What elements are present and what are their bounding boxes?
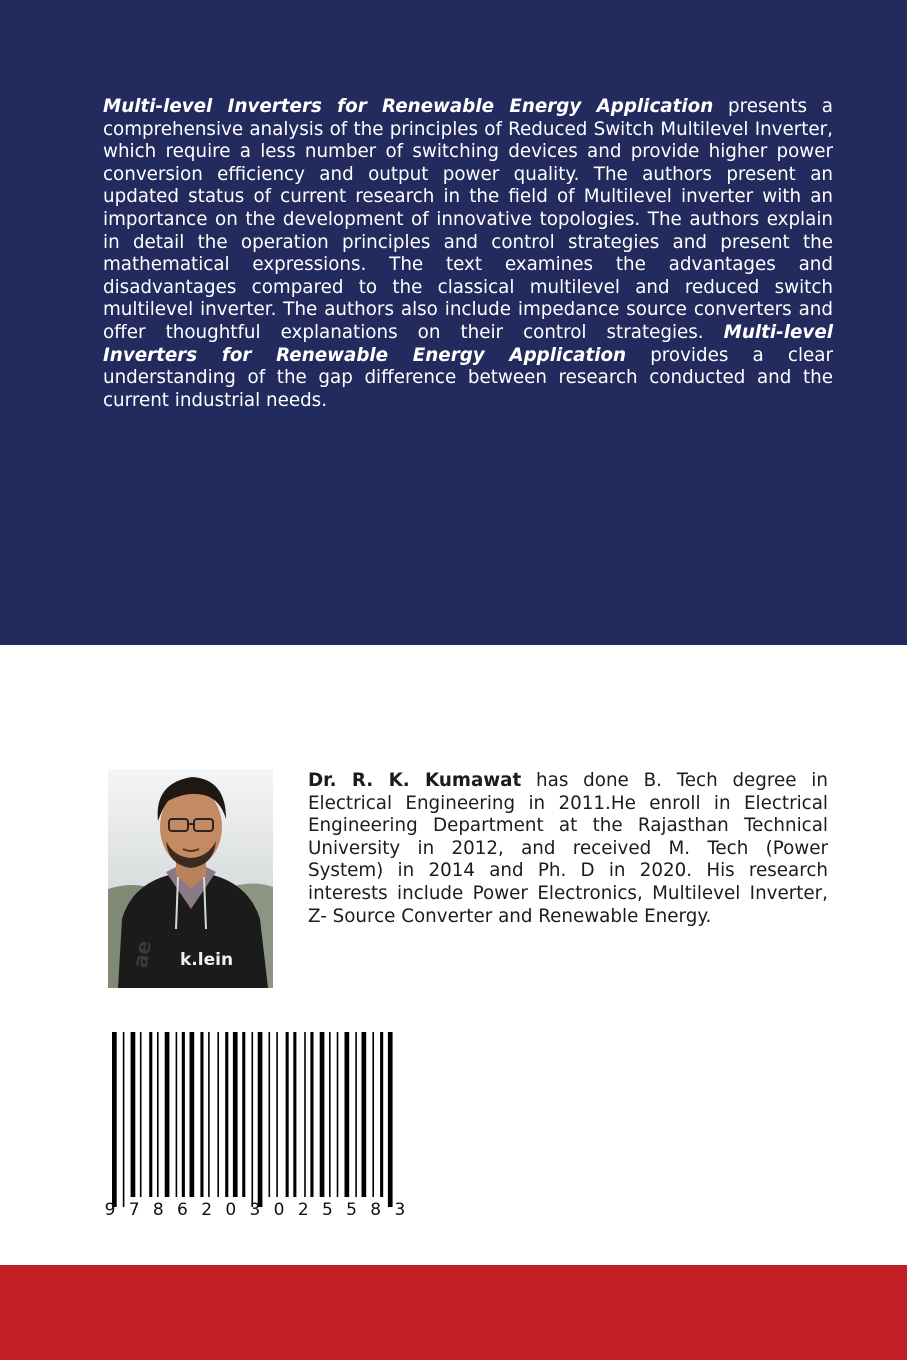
isbn-digit: 5 — [321, 1200, 333, 1220]
barcode-bar — [112, 1032, 117, 1207]
isbn-digit: 8 — [370, 1200, 382, 1220]
isbn-digit: 3 — [249, 1200, 261, 1220]
barcode-bar — [131, 1032, 136, 1197]
barcode-bar — [123, 1032, 125, 1207]
hoodie-text: k.lein — [180, 950, 234, 970]
barcode-bar — [242, 1032, 245, 1197]
barcode-bar — [286, 1032, 289, 1197]
barcode-bar — [372, 1032, 374, 1197]
isbn-digit: 0 — [273, 1200, 285, 1220]
barcode-bar — [200, 1032, 203, 1197]
top-panel — [0, 0, 907, 645]
barcode-bar — [362, 1032, 367, 1197]
isbn-digit: 3 — [394, 1200, 406, 1220]
isbn-digit: 7 — [128, 1200, 140, 1220]
barcode-bar — [337, 1032, 339, 1197]
back-cover-blurb — [103, 96, 833, 412]
isbn-digit: 6 — [177, 1200, 188, 1220]
blurb-text-1: presents a comprehensive analysis of the principles of Reduced Switch Multilevel Inverter, which require a less number of switching devices and provide higher power conversion efficiency and output power quality. The authors present an updated status of current research in the field of Multilevel inverter with an importance on the development of innovative topologies. The authors explain in detail the operation principles and control strategies and present the mathematical expressions. The text examines the advantages and disadvantages compared to the classical multilevel and reduced switch multilevel inverter. The authors also include impedance source converters and offer thoughtful explanations on their control strategies. — [103, 96, 833, 343]
barcode-bar — [320, 1032, 325, 1197]
barcode-bar — [176, 1032, 178, 1197]
isbn-barcode — [108, 1032, 414, 1207]
book-title-2: Multi-level Inverters for Renewable Energy Application — [103, 321, 833, 366]
barcode-bar — [276, 1032, 278, 1197]
isbn-digit: 5 — [346, 1200, 357, 1220]
barcode-bar — [190, 1032, 195, 1197]
barcode-bar — [293, 1032, 296, 1197]
blurb-text-2: provides a clear understanding of the gap difference between research conducted and the current industrial needs. — [103, 344, 833, 411]
barcode-bar — [355, 1032, 357, 1197]
isbn-digit: 9 — [104, 1200, 116, 1220]
barcode-bar — [165, 1032, 170, 1197]
svg-text:ae: ae — [127, 938, 157, 970]
author-name: Dr. R. K. Kumawat — [308, 770, 522, 791]
isbn-digit: 0 — [225, 1200, 237, 1220]
barcode-bar — [388, 1032, 393, 1207]
barcode-bar — [269, 1032, 271, 1197]
author-bio-text: has done B. Tech degree in Electrical Engineering in 2011.He enroll in Electrical Engineering Department at the Rajasthan Technical University in 2012, and received M. Tech (Power System) in 2014 and Ph. D in 2020. His research interests include Power Electronics, Multilevel Inverter, Z- Source Converter and Renewable Energy. — [308, 770, 828, 927]
barcode-bar — [149, 1032, 152, 1197]
isbn-digit: 2 — [297, 1200, 309, 1220]
barcode-bar — [329, 1032, 331, 1197]
barcode-bar — [310, 1032, 313, 1197]
bottom-color-band — [0, 1265, 907, 1360]
isbn-digits — [100, 1200, 410, 1220]
barcode-bar — [208, 1032, 210, 1197]
barcode-bar — [345, 1032, 350, 1197]
barcode-bar — [258, 1032, 263, 1207]
barcode-bar — [157, 1032, 159, 1197]
isbn-digit: 8 — [152, 1200, 164, 1220]
barcode-bar — [380, 1032, 383, 1197]
barcode-bar — [233, 1032, 238, 1197]
barcode-bar — [304, 1032, 306, 1197]
barcode-bar — [140, 1032, 142, 1197]
barcode-bar — [252, 1032, 254, 1207]
author-bio — [308, 770, 828, 928]
barcode-bar — [217, 1032, 219, 1197]
barcode-bar — [225, 1032, 228, 1197]
author-photo — [108, 769, 273, 988]
isbn-digit: 2 — [201, 1200, 213, 1220]
barcode-bar — [182, 1032, 185, 1197]
book-title-1: Multi-level Inverters for Renewable Energy Application — [103, 96, 714, 117]
